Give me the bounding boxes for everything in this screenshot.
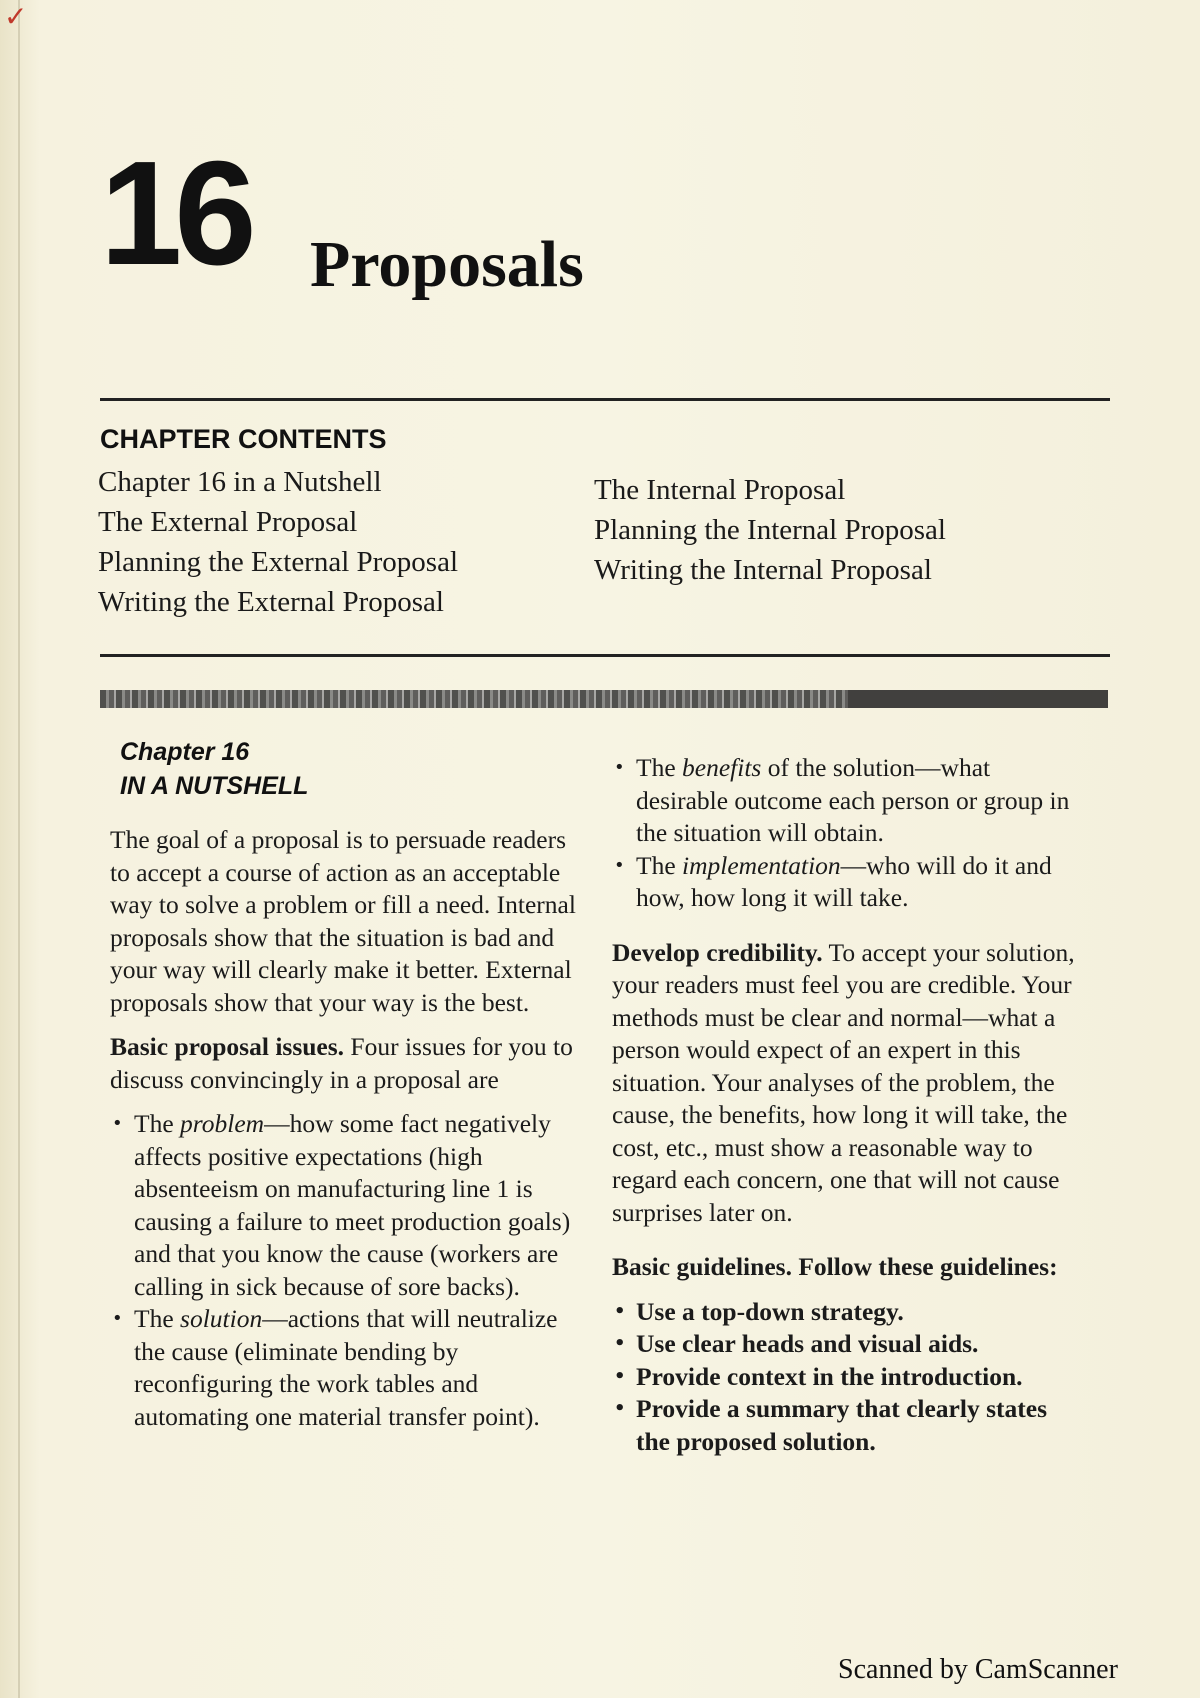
chapter-title: Proposals bbox=[310, 228, 584, 301]
list-item: • The benefits of the solution—what desirable outcome each person or group in the situation will obtain. bbox=[614, 753, 1070, 847]
issues-text: Four issues for you to discuss convincingly in a proposal are bbox=[110, 1032, 573, 1094]
list-item: • Use clear heads and visual aids. bbox=[612, 1328, 1082, 1361]
issues-lead: Basic proposal issues. bbox=[110, 1032, 345, 1061]
list-item: • The solution—actions that will neutralize the cause (eliminate bending by reconfiguring the work tables and automating one material transfer point). bbox=[112, 1304, 558, 1431]
list-item: • The problem—how some fact negatively affects positive expectations (high absenteeism on manufacturing line 1 is causing a failure to meet production goals) and that you know the cause (workers are calling in sick because of sore backs). bbox=[112, 1109, 571, 1301]
bullet-icon: • bbox=[614, 1333, 626, 1354]
bullet-icon: • bbox=[112, 1113, 123, 1134]
issues-paragraph bbox=[110, 1031, 580, 1096]
list-item: • Use a top-down strategy. bbox=[612, 1296, 1082, 1329]
issue-term: problem bbox=[180, 1109, 265, 1138]
issue-term: implementation bbox=[682, 850, 841, 880]
nutshell-heading bbox=[120, 735, 308, 803]
bullet-icon: • bbox=[112, 1308, 123, 1329]
decorative-band bbox=[100, 690, 1100, 708]
top-rule bbox=[100, 398, 1110, 401]
nutshell-heading-line2: IN A NUTSHELL bbox=[120, 772, 309, 800]
guidelines-list bbox=[612, 1296, 1082, 1459]
guidelines-text: Follow these guidelines: bbox=[798, 1252, 1058, 1281]
issues-list-continued bbox=[612, 752, 1082, 915]
bullet-icon: • bbox=[614, 854, 625, 876]
nutshell-right-column bbox=[612, 752, 1082, 1468]
nutshell-left-column bbox=[110, 824, 580, 1443]
list-item: • The implementation—who will do it and how, how long it will take. bbox=[614, 850, 1052, 912]
page-binding-edge bbox=[18, 0, 20, 1698]
contents-item: Planning the External Proposal bbox=[98, 546, 459, 578]
guidelines-lead: Basic guidelines. bbox=[612, 1252, 792, 1281]
contents-item: Chapter 16 in a Nutshell bbox=[98, 466, 382, 498]
pen-mark: ✓ bbox=[4, 1, 28, 32]
list-item: • Provide context in the introduction. bbox=[612, 1361, 1082, 1394]
guidelines-paragraph bbox=[612, 1251, 1082, 1284]
credibility-lead: Develop credibility. bbox=[612, 937, 823, 967]
issue-term: solution bbox=[180, 1304, 263, 1333]
issues-list bbox=[110, 1108, 580, 1433]
scanner-watermark: Scanned by CamScanner bbox=[838, 1654, 1118, 1685]
bullet-icon: • bbox=[614, 1365, 626, 1387]
contents-heading: CHAPTER CONTENTS bbox=[100, 424, 387, 454]
bullet-icon: • bbox=[614, 1300, 626, 1322]
bullet-icon: • bbox=[614, 1398, 626, 1419]
intro-paragraph: The goal of a proposal is to persuade readers to accept a course of action as an acceptable way to solve a problem or fill a need. Internal proposals show that the situation is bad and your way will clearly make it better. External proposals show that your way is the best. bbox=[110, 825, 576, 1017]
contents-item: Planning the Internal Proposal bbox=[594, 514, 946, 546]
contents-left-column bbox=[98, 462, 458, 622]
credibility-paragraph bbox=[612, 937, 1082, 1230]
contents-item: The External Proposal bbox=[98, 506, 358, 538]
contents-right-column bbox=[594, 470, 946, 590]
contents-item: The Internal Proposal bbox=[594, 474, 846, 506]
contents-item: Writing the External Proposal bbox=[98, 586, 444, 618]
chapter-number: 16 bbox=[100, 131, 249, 296]
bullet-icon: • bbox=[614, 757, 625, 778]
nutshell-heading-line1: Chapter 16 bbox=[120, 738, 250, 766]
credibility-text: To accept your solution, your readers must feel you are credible. Your methods must be clear and normal—what a person would expect of an expert in this situation. Your analyses of the problem, the cause, the benefits, how long it will take, the cost, etc., must show a reasonable way to regard each concern, one that will not cause surprises later on. bbox=[612, 937, 1075, 1227]
bottom-rule bbox=[100, 654, 1110, 657]
contents-item: Writing the Internal Proposal bbox=[594, 554, 932, 586]
issue-term: benefits bbox=[682, 753, 762, 782]
list-item: • Provide a summary that clearly states the proposed solution. bbox=[614, 1394, 1047, 1456]
